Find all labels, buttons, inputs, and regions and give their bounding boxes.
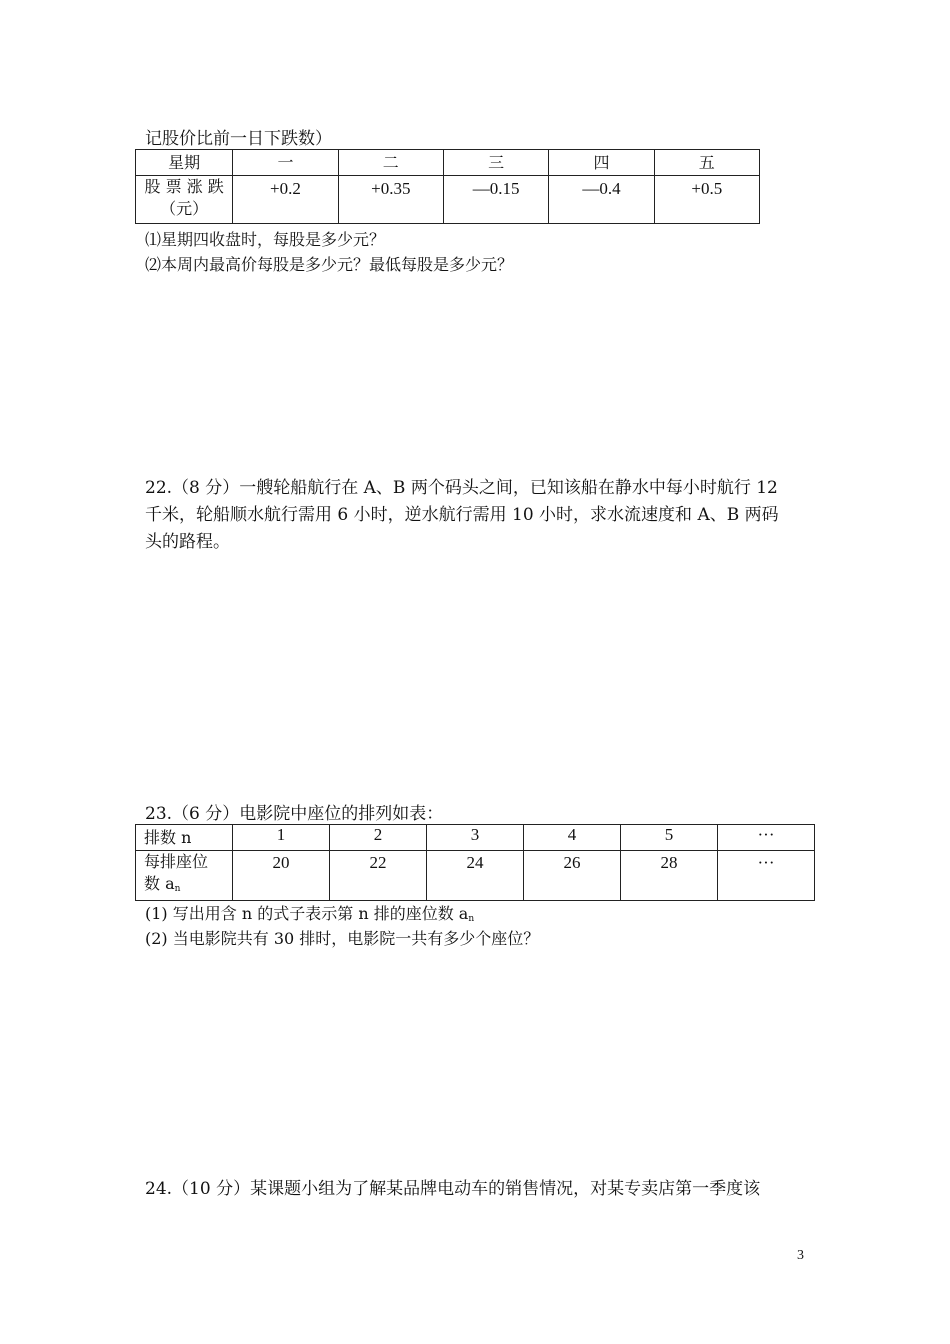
row-number-cell: 4 — [524, 825, 621, 851]
stock-change-label — [136, 176, 233, 224]
q22-line1: 22.（8 分）一艘轮船航行在 A、B 两个码头之间，已知该船在静水中每小时航行 12 — [145, 478, 778, 498]
q22-line2: 千米，轮船顺水航行需用 6 小时，逆水航行需用 10 小时，求水流速度和 A、B 两码 — [145, 505, 779, 525]
day-cell: 三 — [443, 150, 548, 176]
stock-change-value: —0.4 — [549, 176, 654, 224]
stock-change-value: +0.2 — [233, 176, 338, 224]
day-cell: 四 — [549, 150, 654, 176]
seat-count-cell: 26 — [524, 851, 621, 901]
seat-count-cell: ··· — [718, 851, 815, 901]
q22-line3: 头的路程。 — [145, 532, 230, 552]
q23-sub1-subscript: n — [468, 914, 475, 924]
seat-count-cell: 28 — [621, 851, 718, 901]
stock-change-value: —0.15 — [443, 176, 548, 224]
day-cell: 一 — [233, 150, 338, 176]
seats-per-row-label-line2 — [144, 873, 232, 900]
row-number-cell: 3 — [427, 825, 524, 851]
day-cell: 五 — [654, 150, 759, 176]
seats-per-row-label-subscript: n — [174, 884, 181, 894]
stock-change-label-line2: （元） — [160, 199, 209, 218]
row-number-cell: 2 — [330, 825, 427, 851]
q21-sub1: ⑴星期四收盘时，每股是多少元？ — [145, 230, 386, 249]
q23-title: 23.（6 分）电影院中座位的排列如表： — [145, 804, 444, 824]
q21-intro: 记股价比前一日下跌数） — [145, 129, 332, 149]
day-cell: 二 — [338, 150, 443, 176]
seat-count-cell: 22 — [330, 851, 427, 901]
row-number-cell: ··· — [718, 825, 815, 851]
seats-per-row-label-text: 数 a — [144, 874, 175, 893]
row-number-cell: 1 — [233, 825, 330, 851]
stock-table — [135, 149, 760, 224]
seat-count-cell: 20 — [233, 851, 330, 901]
q23-sub2: (2) 当电影院共有 30 排时，电影院一共有多少个座位？ — [145, 929, 540, 948]
row-number-label: 排数 n — [136, 825, 233, 851]
q23-sub1-text: (1) 写出用含 n 的式子表示第 n 排的座位数 a — [145, 904, 469, 923]
seats-per-row-label-line1: 每排座位 — [144, 852, 209, 871]
page-number: 3 — [797, 1248, 804, 1263]
seat-table — [135, 824, 815, 901]
stock-change-value: +0.35 — [338, 176, 443, 224]
stock-change-value: +0.5 — [654, 176, 759, 224]
seat-count-cell: 24 — [427, 851, 524, 901]
stock-table-header-label: 星期 — [136, 150, 233, 176]
q21-sub2: ⑵本周内最高价每股是多少元？最低每股是多少元？ — [145, 255, 514, 274]
row-number-cell: 5 — [621, 825, 718, 851]
q23-sub1 — [145, 903, 474, 930]
q24-line1: 24.（10 分）某课题小组为了解某品牌电动车的销售情况，对某专卖店第一季度该 — [145, 1179, 761, 1199]
stock-change-label-line1: 股 票 涨 跌 — [144, 177, 224, 196]
seats-per-row-label — [136, 851, 233, 901]
